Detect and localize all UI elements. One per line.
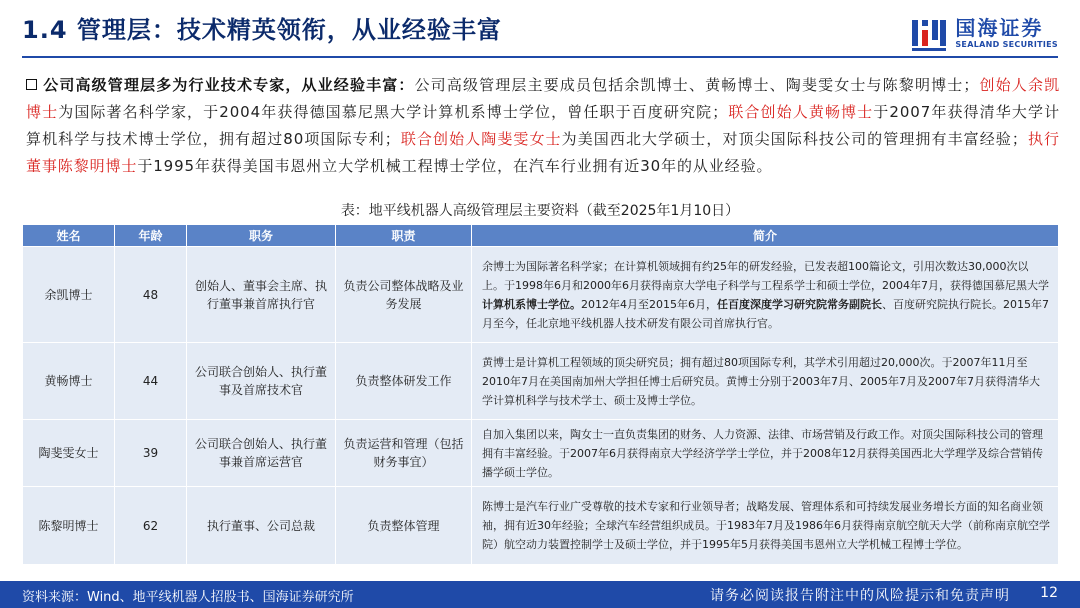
- cell-position: 执行董事、公司总裁: [187, 487, 336, 565]
- header-name: 姓名: [23, 225, 115, 247]
- logo-name-en: SEALAND SECURITIES: [955, 40, 1058, 49]
- cell-duty: 负责运营和管理（包括财务事宜）: [336, 420, 472, 487]
- header-age: 年龄: [115, 225, 187, 247]
- footer-bar: [0, 581, 1080, 608]
- table-header-row: [23, 225, 1059, 247]
- cell-duty: 负责整体研发工作: [336, 343, 472, 420]
- intro-text: 于1995年获得美国韦恩州立大学机械工程博士学位，在汽车行业拥有近30年的从业经验。: [137, 157, 773, 175]
- bio-text: 2012年4月至2015年6月，: [581, 297, 717, 311]
- cell-duty: 负责整体管理: [336, 487, 472, 565]
- highlight-director-chen: 执行董事陈黎明博士: [26, 130, 1060, 175]
- cell-name: 陈黎明博士: [23, 487, 115, 565]
- table-row: [23, 487, 1059, 565]
- intro-lead: 公司高级管理层多为行业技术专家，从业经验丰富：: [43, 76, 415, 94]
- footer-disclaimer: 请务必阅读报告附注中的风险提示和免责声明: [710, 588, 1010, 604]
- table-row: [23, 343, 1059, 420]
- cell-age: 62: [115, 487, 187, 565]
- cell-bio: 陈博士是汽车行业广受尊敬的技术专家和行业领导者；战略发展、管理体系和可持续发展业务增长方面的知名商业领袖，拥有近30年经验；全球汽车经营组织成员。于1983年7月及1986年6月获得南京航空航天大学（前称南京航空学院）航空动力装置控制学士及硕士学位，并于1995年5月获得美国韦恩州立大学机械工程博士学位。: [472, 487, 1059, 565]
- intro-paragraph: [26, 72, 1060, 180]
- cell-position: 创始人、董事会主席、执行董事兼首席执行官: [187, 247, 336, 343]
- intro-text: 于2007年获得清华大学计算机科学与技术博士学位，拥有超过80项国际专利；: [26, 103, 1060, 148]
- bio-bold-text: 计算机系博士学位。: [482, 297, 581, 311]
- intro-text: 为美国西北大学硕士，对顶尖国际科技公司的管理拥有丰富经验；: [561, 130, 1028, 148]
- title-divider: [22, 56, 1058, 58]
- logo-name-cn: 国海证券: [955, 16, 1044, 40]
- brand-logo: [909, 14, 1058, 54]
- table-row: [23, 247, 1059, 343]
- cell-name: 陶斐雯女士: [23, 420, 115, 487]
- management-table: [22, 224, 1059, 565]
- highlight-cofounder-huang: 联合创始人黄畅博士: [728, 103, 874, 121]
- cell-position: 公司联合创始人、执行董事及首席技术官: [187, 343, 336, 420]
- intro-text: 为国际著名科学家，于2004年获得德国慕尼黑大学计算机系博士学位，曾任职于百度研究院；: [58, 103, 729, 121]
- table-caption: 表：地平线机器人高级管理层主要资料（截至2025年1月10日）: [340, 203, 740, 219]
- cell-name: 余凯博士: [23, 247, 115, 343]
- cell-age: 48: [115, 247, 187, 343]
- table-row: [23, 420, 1059, 487]
- sealand-logo-icon: [909, 14, 949, 54]
- checkbox-bullet-icon: [26, 79, 37, 90]
- bio-text: 、百度研究院执行院长。2015年7月至今，任北京地平线机器人技术研发有限公司首席执行官。: [482, 297, 1049, 330]
- header-duty: 职责: [336, 225, 472, 247]
- intro-text: 公司高级管理层主要成员包括余凯博士、黄畅博士、陶斐雯女士与陈黎明博士；: [414, 76, 980, 94]
- bio-text: 余博士为国际著名科学家；在计算机领域拥有约25年的研发经验，已发表超100篇论文，引用次数达30,000次以上。于1998年6月和2000年6月获得南京大学电子科学与工程系学士和硕士学位，2004年7月，获得德国慕尼黑大学: [482, 259, 1049, 292]
- highlight-cofounder-tao: 联合创始人陶斐雯女士: [400, 130, 562, 148]
- cell-position: 公司联合创始人、执行董事兼首席运营官: [187, 420, 336, 487]
- header-bio: 简介: [472, 225, 1059, 247]
- cell-age: 44: [115, 343, 187, 420]
- cell-bio: 自加入集团以来，陶女士一直负责集团的财务、人力资源、法律、市场营销及行政工作。对顶尖国际科技公司的管理拥有丰富经验。于2007年6月获得南京大学经济学学士学位，并于2008年12月获得美国西北大学理学及综合营销传播学硕士学位。: [472, 420, 1059, 487]
- cell-duty: 负责公司整体战略及业务发展: [336, 247, 472, 343]
- page-number: 12: [1040, 585, 1058, 601]
- page-title: 1.4 管理层：技术精英领衔，从业经验丰富: [22, 16, 502, 44]
- footer-source: 资料来源：Wind、地平线机器人招股书、国海证券研究所: [22, 590, 354, 605]
- header-position: 职务: [187, 225, 336, 247]
- cell-bio: [472, 247, 1059, 343]
- cell-bio: 黄博士是计算机工程领域的顶尖研究员；拥有超过80项国际专利，其学术引用超过20,000次。于2007年11月至2010年7月在美国南加州大学担任博士后研究员。黄博士分别于2003年7月、2005年7月及2007年7月获得清华大学计算机科学与技术学士、硕士及博士学位。: [472, 343, 1059, 420]
- highlight-founder: 创始人余凯博士: [26, 76, 1060, 121]
- cell-name: 黄畅博士: [23, 343, 115, 420]
- cell-age: 39: [115, 420, 187, 487]
- bio-bold-text: 任百度深度学习研究院常务副院长: [717, 297, 882, 311]
